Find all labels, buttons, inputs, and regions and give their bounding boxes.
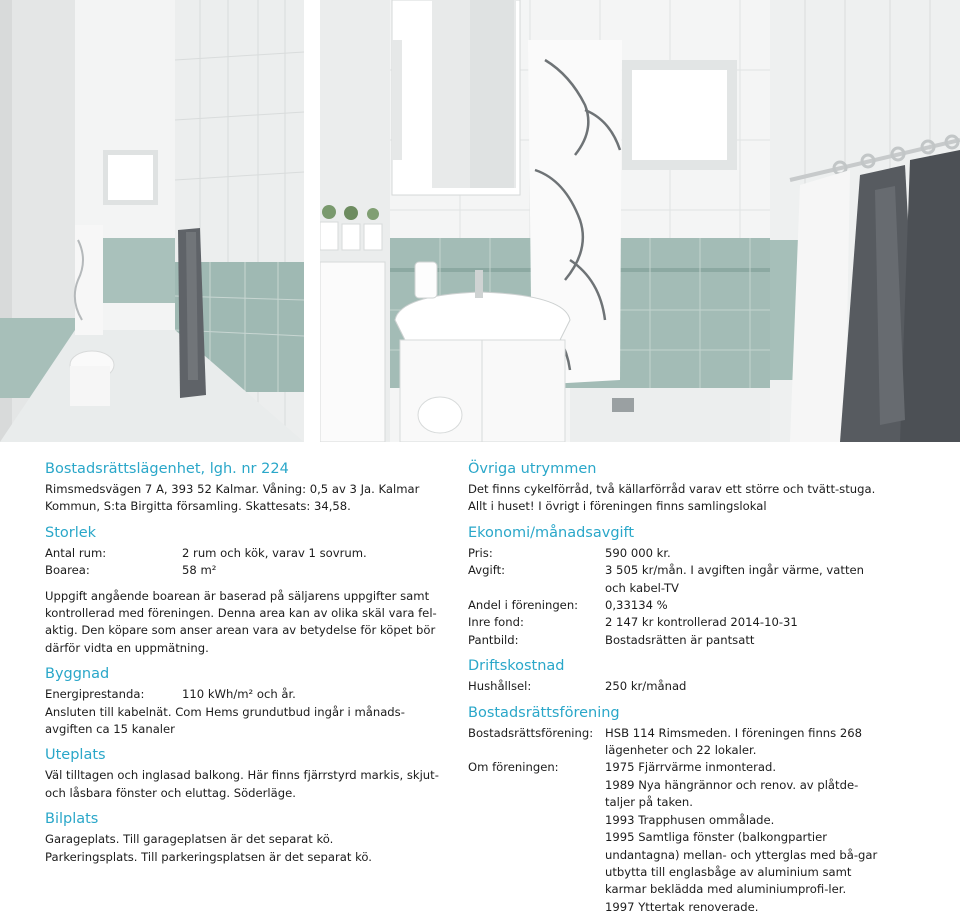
byggnad-section: [45, 665, 445, 738]
history-item: 1995 Samtliga fönster (balkongpartier undantagna) mellan- och ytterglas med bå-gar utbytta till englasbåge av aluminium samt karmar beklädda med aluminiumprofi-ler.: [605, 830, 878, 897]
forening-heading: Bostadsrättsförening: [468, 704, 620, 721]
row-value: 2 rum och kök, varav 1 sovrum.: [182, 545, 367, 560]
row-label: Pantbild:: [468, 632, 519, 647]
history-item: 1975 Fjärrvärme inmonterad.: [605, 760, 777, 775]
ekonomi-row: [468, 614, 888, 631]
forening-row: [468, 725, 888, 760]
row-label: Pris:: [468, 545, 493, 560]
row-value: 2 147 kr kontrollerad 2014-10-31: [605, 615, 798, 630]
byggnad-note: Ansluten till kabelnät. Com Hems grundutbud ingår i månads-avgiften ca 15 kanaler: [45, 704, 405, 737]
row-label: Om föreningen:: [468, 760, 559, 775]
area-note: Uppgift angående boarean är baserad på säljarens uppgifter samt kontrollerad med föreningen. Denna area kan av olika skäl vara fel-aktig. Den köpare som anser arean vara av betydelse för köpet bör därför vidta en uppmätning.: [45, 588, 437, 655]
address-text: Rimsmedsvägen 7 A, 393 52 Kalmar. Våning: 0,5 av 3 Ja. Kalmar Kommun, S:ta Birgitta församling. Skattesats: 34,58.: [45, 482, 420, 514]
bathroom-corridor-photo: [0, 0, 304, 442]
row-label: Boarea:: [45, 563, 90, 578]
ovriga-section: [468, 460, 888, 516]
ekonomi-row: [468, 632, 888, 649]
row-value: 3 505 kr/mån. I avgiften ingår värme, vatten och kabel-TV: [605, 563, 864, 595]
storlek-row: [45, 562, 445, 579]
row-label: Inre fond:: [468, 615, 524, 630]
garage-text: Garageplats. Till garageplatsen är det separat kö.: [45, 832, 334, 847]
row-value: 58 m²: [182, 563, 217, 578]
byggnad-row: [45, 686, 445, 703]
ovriga-text: Det finns cykelförråd, två källarförråd varav ett större och tvätt-stuga. Allt i huset! I övrigt i föreningen finns samlingslokal: [468, 482, 876, 514]
history-item: 1989 Nya hängrännor och renov. av plåtde-taljer på taken.: [605, 777, 859, 810]
history-item: 1997 Yttertak renoverade.: [605, 899, 759, 914]
bilplats-section: [45, 810, 445, 866]
row-value: 590 000 kr.: [605, 545, 671, 560]
row-value: 0,33134 %: [605, 598, 668, 613]
ekonomi-row: [468, 562, 888, 597]
drift-heading: Driftskostnad: [468, 658, 565, 675]
row-value: Bostadsrätten är pantsatt: [605, 632, 755, 647]
row-value: HSB 114 Rimsmeden. I föreningen finns 268 lägenheter och 22 lokaler.: [605, 725, 862, 758]
drift-section: [468, 657, 888, 695]
ekonomi-section: [468, 524, 888, 649]
uteplats-heading: Uteplats: [45, 747, 106, 764]
row-label: Energiprestanda:: [45, 687, 145, 702]
listing-title: Bostadsrättslägenhet, lgh. nr 224: [45, 461, 289, 477]
bathroom-sink-shower-photo: [320, 0, 960, 442]
row-label: Antal rum:: [45, 545, 107, 560]
listing-summary: [45, 460, 445, 516]
row-label: Hushållsel:: [468, 679, 532, 694]
ekonomi-heading: Ekonomi/månadsavgift: [468, 524, 635, 541]
row-value: 110 kWh/m² och år.: [182, 687, 296, 702]
uteplats-section: [45, 746, 445, 802]
row-label: Bostadsrättsförening:: [468, 725, 594, 740]
row-label: Andel i föreningen:: [468, 598, 579, 613]
ekonomi-row: [468, 597, 888, 614]
property-details-left-column: [45, 460, 445, 874]
storlek-row: [45, 545, 445, 562]
property-details-right-column: [468, 460, 888, 924]
bilplats-heading: Bilplats: [45, 811, 99, 828]
forening-section: [468, 704, 888, 916]
ekonomi-row: [468, 545, 888, 562]
om-foreningen-row: [468, 759, 888, 916]
storlek-section: [45, 524, 445, 657]
history-item: 1993 Trapphusen ommålade.: [605, 812, 775, 827]
row-value: 250 kr/månad: [605, 679, 687, 694]
uteplats-text: Väl tilltagen och inglasad balkong. Här finns fjärrstyrd markis, skjut- och låsbara fönster och eluttag. Söderläge.: [45, 768, 439, 800]
ovriga-heading: Övriga utrymmen: [468, 461, 597, 477]
byggnad-heading: Byggnad: [45, 666, 110, 683]
storlek-heading: Storlek: [45, 524, 97, 541]
drift-row: [468, 678, 888, 695]
row-label: Avgift:: [468, 563, 506, 578]
parking-text: Parkeringsplats. Till parkeringsplatsen är det separat kö.: [45, 849, 372, 864]
history-list: [605, 759, 888, 916]
